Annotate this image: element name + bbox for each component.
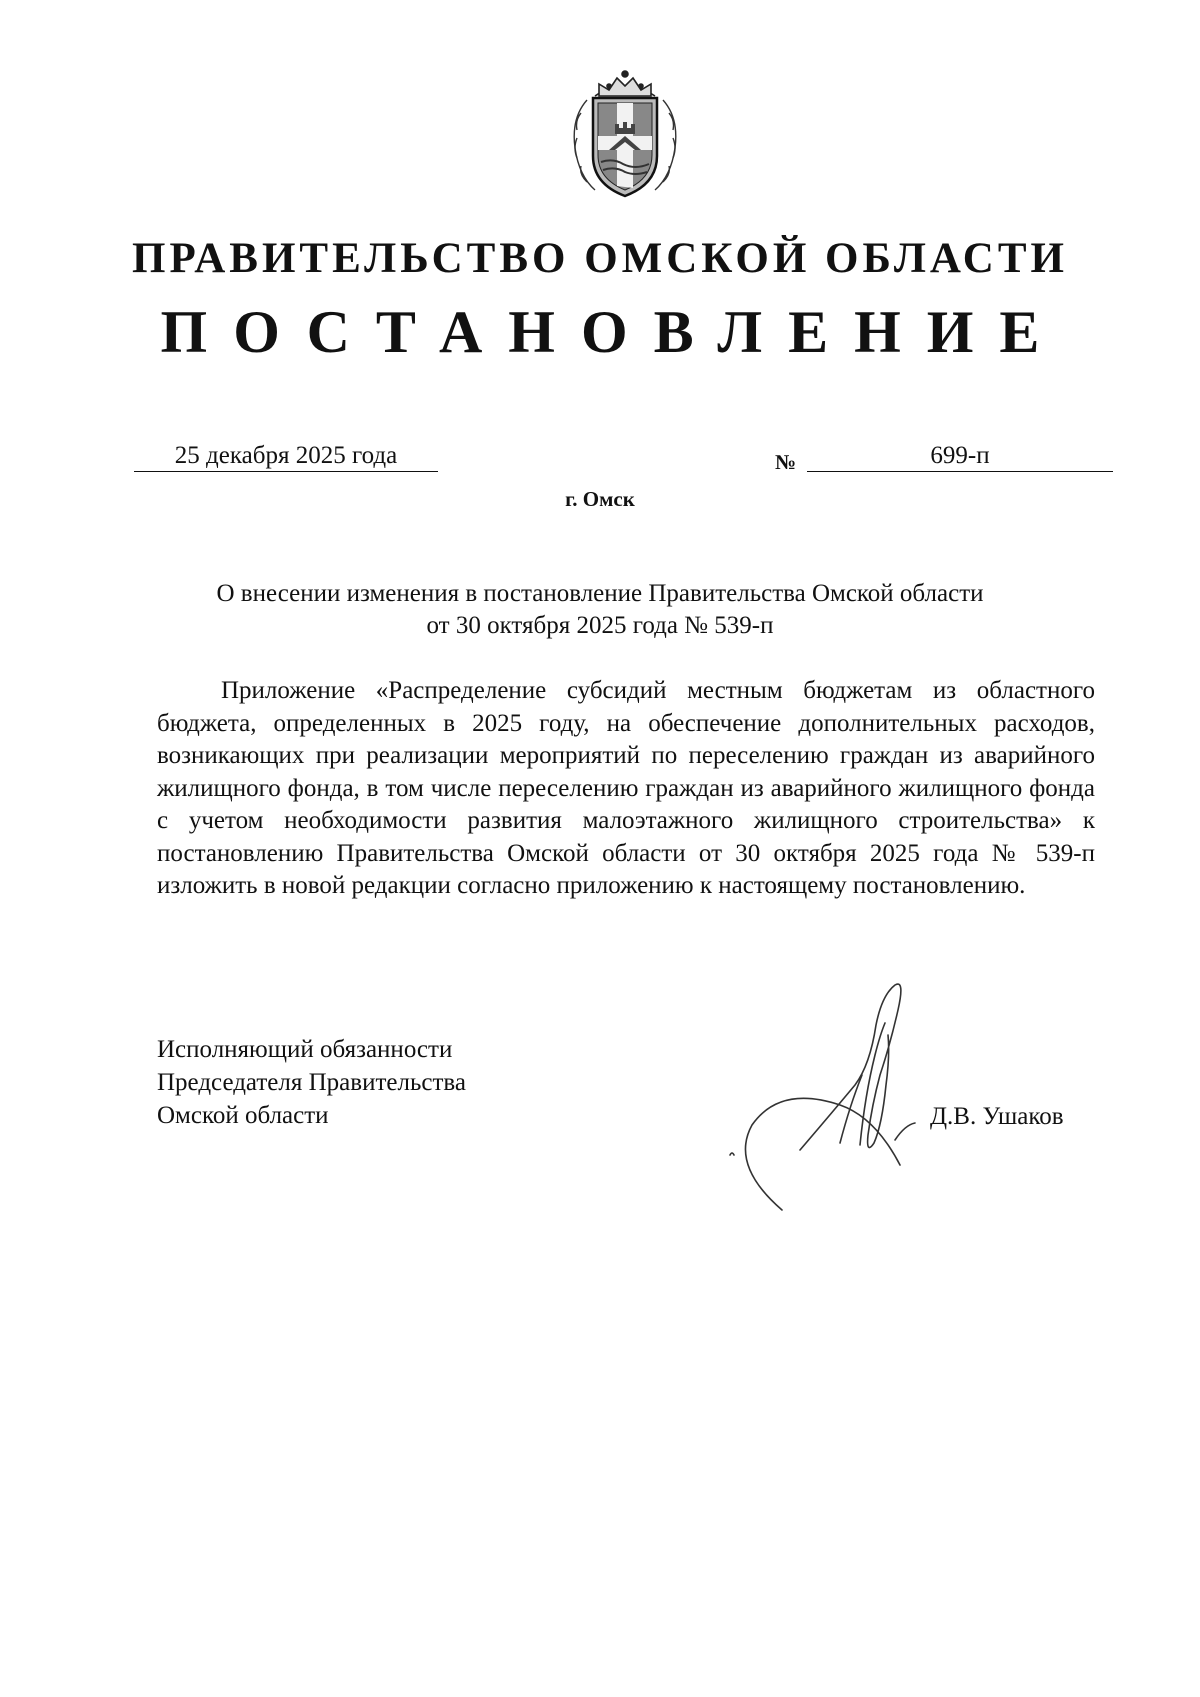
document-subject <box>150 578 1050 642</box>
body-paragraph: Приложение «Распределение субсидий местным бюджетам из областного бюджета, определенных в 2025 году, на обеспечение дополнительных расходов, возникающих при реализации мероприятий по переселению граждан из аварийного жилищного фонда, в том числе переселению граждан из аварийного жилищного фонда с учетом необходимости развития малоэтажного жилищного строительства» к постановлению Правительства Омской области от 30 октября 2025 года № 539-п изложить в новой редакции согласно приложению к настоящему постановлению. <box>157 677 1095 899</box>
organization-name: ПРАВИТЕЛЬСТВО ОМСКОЙ ОБЛАСТИ <box>132 235 1068 282</box>
signer-position <box>157 1033 466 1132</box>
document-date: 25 декабря 2025 года <box>134 441 438 472</box>
subject-line-1: О внесении изменения в постановление Правительства Омской области <box>216 580 984 607</box>
number-label: № <box>775 450 797 474</box>
signer-position-line-2: Председателя Правительства <box>157 1069 466 1096</box>
signer-position-line-3: Омской области <box>157 1102 329 1129</box>
document-number: 699-п <box>807 441 1113 472</box>
document-type-title: ПОСТАНОВЛЕНИЕ <box>160 299 1066 365</box>
document-city: г. Омск <box>565 487 635 511</box>
signer-position-line-1: Исполняющий обязанности <box>157 1036 453 1063</box>
subject-line-2: от 30 октября 2025 года № 539-п <box>426 612 774 639</box>
signer-name: Д.В. Ушаков <box>930 1103 1064 1130</box>
coat-of-arms-icon <box>565 58 685 203</box>
handwritten-signature-icon <box>690 965 990 1220</box>
